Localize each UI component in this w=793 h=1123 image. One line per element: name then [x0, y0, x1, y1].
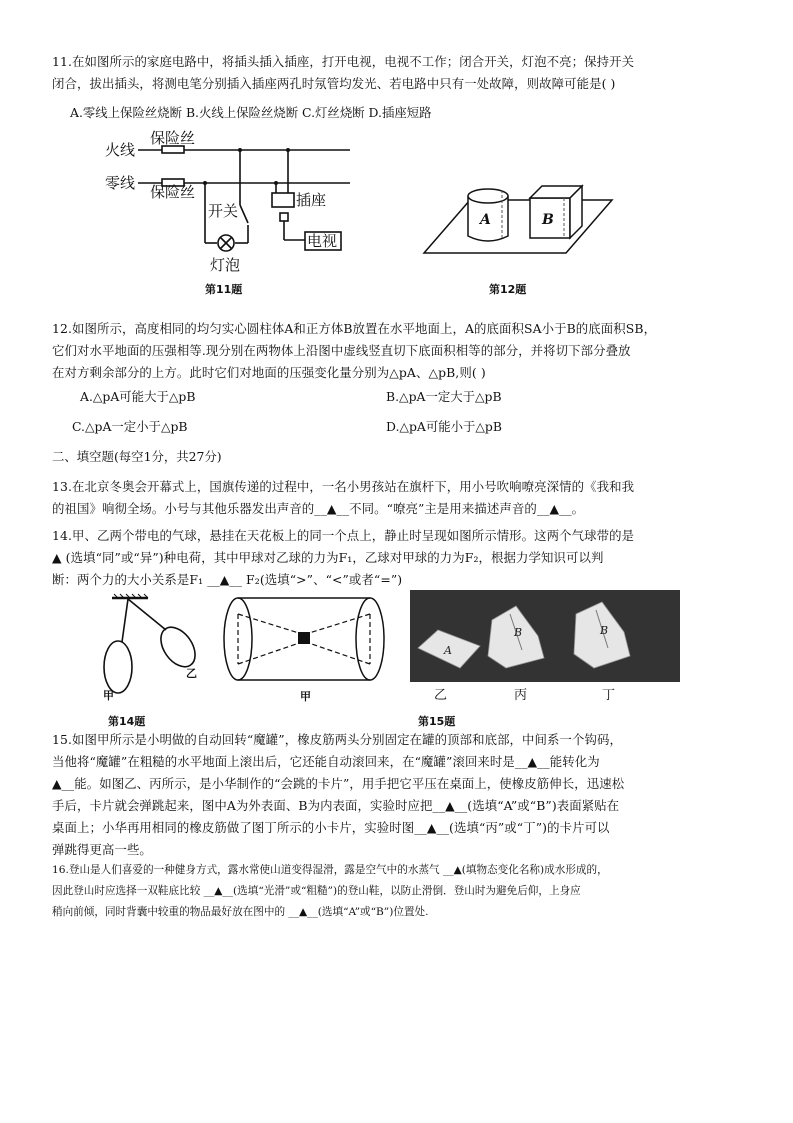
- q11-line2: 闭合，拔出插头，将测电笔分别插入插座两孔时氖管均发光、若电路中只有一处故障，则故障可能是( ): [52, 76, 616, 91]
- circuit-diagram: [100, 125, 360, 275]
- q12-line3: 在对方剩余部分的上方。此时它们对地面的压强变化量分别为△pA、△pB,则( ): [52, 365, 486, 380]
- q15-line2: 当他将“魔罐”在粗糙的水平地面上滚出后，它还能自动滚回来，在“魔罐”滚回来时是__▲__能转化为: [52, 754, 600, 769]
- balloon-jia-label: 甲: [103, 689, 114, 702]
- q12-option-a: A.△pA可能大于△pB: [80, 389, 196, 404]
- q16-line1: 16.登山是人们喜爱的一种健身方式，露水常使山道变得湿滑，露是空气中的水蒸气 __▲(填物态变化名称)成水形成的，: [52, 864, 608, 876]
- cylinder-cube-figure: [420, 178, 620, 258]
- socket-label: 插座: [296, 191, 327, 209]
- photo-yi-label: 乙: [434, 688, 448, 703]
- fuse-label-1: 保险丝: [150, 129, 196, 147]
- q15-line6: 弹跳得更高一些。: [52, 842, 152, 857]
- question-14: [52, 525, 634, 591]
- photo-ding-label: 丁: [602, 688, 616, 703]
- balloons-figure: [98, 592, 208, 702]
- card-a-label: A: [444, 644, 452, 657]
- q12-line1: 12.如图所示，高度相同的均匀实心圆柱体A和正方体B放置在水平地面上，A的底面积SA小于B的底面积SB，: [52, 321, 657, 336]
- q13-line2: 的祖国》响彻全场。小号与其他乐器发出声音的__▲__不同。“嘹亮”主是用来描述声音的__▲__。: [52, 501, 585, 516]
- live-wire-label: 火线: [105, 141, 136, 159]
- question-12: [52, 318, 656, 384]
- question-15: [52, 729, 624, 861]
- question-11: [52, 51, 634, 95]
- photo-bing-label: 丙: [514, 688, 528, 703]
- fuse-label-2: 保险丝: [150, 183, 196, 201]
- neutral-wire-label: 零线: [105, 174, 136, 192]
- q12-option-d: D.△pA可能小于△pB: [386, 419, 502, 434]
- label-a: A: [480, 212, 491, 228]
- q14-line3: 断：两个力的大小关系是F₁ __▲__ F₂(选填“>”、“<”或者“=”): [52, 572, 403, 587]
- q12-option-b: B.△pA一定大于△pB: [386, 389, 502, 404]
- q15-line4: 手后，卡片就会弹跳起来，图中A为外表面、B为内表面，实验时应把__▲__(选填“A”或“B”)表面紧贴在: [52, 798, 620, 813]
- q11-caption: 第11题: [205, 283, 243, 296]
- q13-line1: 13.在北京冬奥会开幕式上，国旗传递的过程中，一名小男孩站在旗杆下，用小号吹响嘹亮深情的《我和我: [52, 479, 635, 494]
- q15-line5: 桌面上；小华再用相同的橡皮筋做了图丁所示的小卡片，实验时图__▲__(选填“丙”或“丁”)的卡片可以: [52, 820, 610, 835]
- question-13: [52, 476, 634, 520]
- q11-options: A.零线上保险丝烧断 B.火线上保险丝烧断 C.灯丝烧断 D.插座短路: [70, 105, 432, 120]
- card-b-label: B: [514, 626, 523, 639]
- label-b: B: [542, 212, 554, 228]
- q12-option-c: C.△pA一定小于△pB: [72, 419, 188, 434]
- q14-line1: 14.甲、乙两个带电的气球，悬挂在天花板上的同一个点上，静止时呈现如图所示情形。这两个气球带的是: [52, 528, 635, 543]
- q12-line2: 它们对水平地面的压强相等.现分别在两物体上沿图中虚线竖直切下底面积相等的部分，并将切下部分叠放: [52, 343, 631, 358]
- q16-line3: 稍向前倾，同时背囊中较重的物品最好放在图中的 __▲__(选填“A”或“B”)位置处.: [52, 906, 429, 918]
- q14-caption: 第14题: [108, 715, 146, 728]
- bulb-label: 灯泡: [210, 256, 241, 274]
- q15-caption: 第15题: [418, 715, 456, 728]
- q12-caption: 第12题: [489, 283, 527, 296]
- magic-can-figure: [218, 596, 393, 706]
- q11-line1: 11.在如图所示的家庭电路中，将插头插入插座，打开电视，电视不工作；闭合开关，灯泡不亮；保持开关: [52, 54, 635, 69]
- tv-label: 电视: [307, 232, 338, 250]
- cards-photo-labels: [410, 682, 680, 704]
- switch-label: 开关: [208, 202, 239, 220]
- q14-line2: ▲ (选填“同”或“异”)种电荷，其中甲球对乙球的力为F₁，乙球对甲球的力为F₂，根据力学知识可以判: [52, 550, 604, 565]
- q15-line1: 15.如图甲所示是小明做的自动回转“魔罐”，橡皮筋两头分别固定在罐的顶部和底部，中间系一个钩码，: [52, 732, 622, 747]
- balloon-yi-label: 乙: [186, 667, 197, 680]
- q16-line2: 因此登山时应选择一双鞋底比较 __▲__(选填“光滑”或“粗糙”)的登山鞋，以防止滑倒．登山时为避免后仰，上身应: [52, 885, 581, 897]
- card-b2-label: B: [600, 624, 609, 637]
- cards-photo: [410, 590, 680, 682]
- q15-line3: ▲__能。如图乙、丙所示，是小华制作的“会跳的卡片”，用手把它平压在桌面上，使橡皮筋伸长，迅速松: [52, 776, 625, 791]
- section-heading: 二、填空题(每空1分，共27分): [52, 449, 222, 464]
- can-jia-label: 甲: [300, 690, 311, 703]
- question-16: [52, 860, 608, 923]
